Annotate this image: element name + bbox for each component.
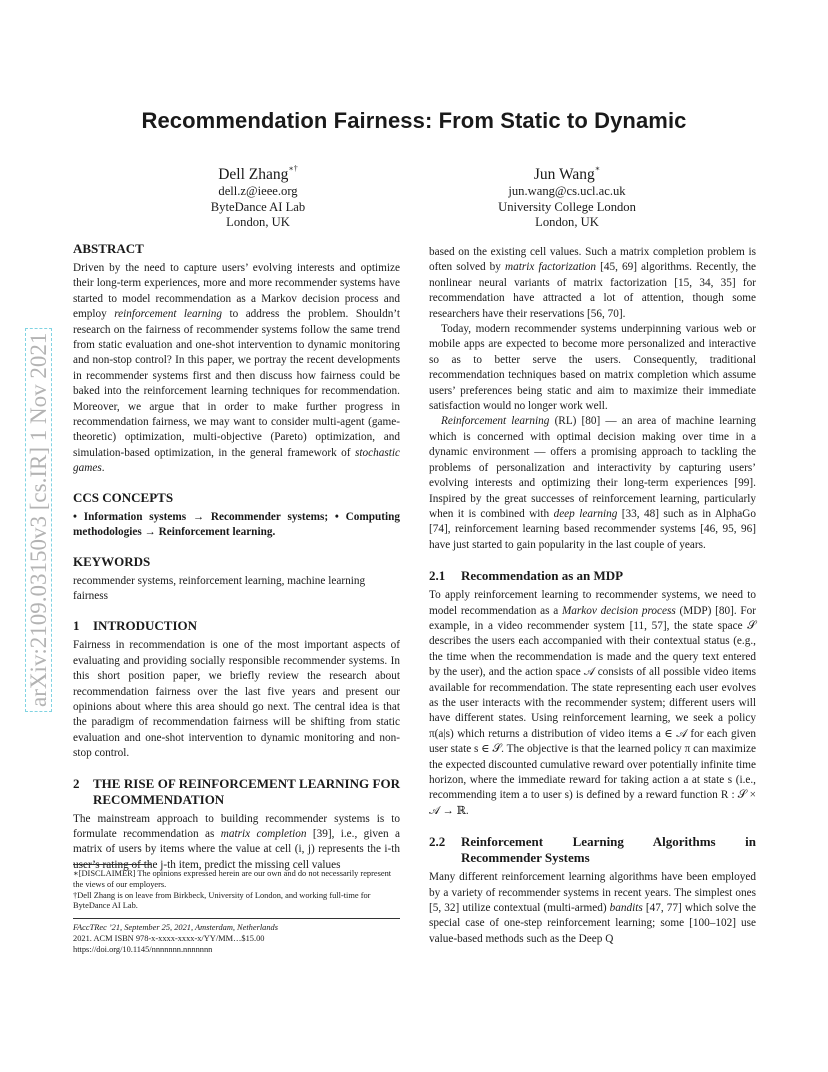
emphasis-matrix-factorization: matrix factorization <box>505 261 596 274</box>
ccs-text: • Information systems → Recommender systems; • Computing methodologies → Reinforcement learning. <box>73 510 400 539</box>
left-column <box>73 241 400 954</box>
section-2-1-text: To apply reinforcement learning to recommender systems, we need to model recommendation as a Markov decision process (MDP) [80]. For example, in a video recommender system [11, 57], the state space 𝒮 describes the users each accompanied with their contextual status (e.g., the time when the recommendation is made and the query text entered by the user), and the action space 𝒜 consists of all possible video items available for recommendation. The state representing each user evolves as the user interacts with the recommender system; different users will have different states. Using reinforcement learning, we seek a policy π(a|s) which returns a distribution of video items a ∈ 𝒜 for each given user state s ∈ 𝒮. The objective is that the learned policy π can maximize the expected discounted cumulative reward over potentially infinite time horizon, where the immediate reward for taking action a at state s (i.e., recommending item a to user s) is defined by a reward function R : 𝒮 × 𝒜 → ℝ. <box>429 589 756 817</box>
ccs-heading: CCS CONCEPTS <box>73 489 174 505</box>
author-name: Dell Zhang∗† <box>218 164 298 183</box>
section-2-para-2: Today, modern recommender systems underpinning various web or mobile apps are expected to become more personalized and interactive so as to better serve the users. Consequently, traditional recommendation techniques based on matrix completion which assume users’ preferences being static and aim to maximize their immediate satisfaction would no longer work well. <box>429 323 756 413</box>
footnotes <box>73 864 400 956</box>
abstract-text: Driven by the need to capture users’ evolving interests and optimize their long-term experiences, more and more recommender systems have started to model recommendation as a Markov decision process and employ reinforcement learning to address the problem. Shouldn’t research on the fairness of recommender systems follow the same trend from static evaluation and one-shot intervention to dynamic monitoring and non-stop control? In this paper, we portray the recent developments in recommender systems first and then discuss how fairness could be baked into the reinforcement learning techniques for recommendation. Moreover, we argue that in order to make further progress in recommendation fairness, we may want to consider multi-agent (game-theoretic) optimization, multi-objective (Pareto) optimization, and simulation-based optimization, in the general framework of stochastic games. <box>73 262 400 475</box>
section-1-text: Fairness in recommendation is one of the most important aspects of evaluating and providing socially responsible recommender systems. In this short position paper, we briefly review the research about recommendation fairness over the last five years and present our opinions about where this area should go next. The central idea is that the paradigm of recommendation fairness will be shifting from static evaluation and one-shot intervention to dynamic monitoring and non-stop control. <box>73 639 400 760</box>
section-2-para-1: The mainstream approach to building recommender systems is to formulate recommendation as matrix completion [39], i.e., given a matrix of users by items where the value at cell (i, j) represents the i-th user’s rating of the j-th item, predict the missing cell values <box>73 812 400 871</box>
section-2-1-heading: 2.1 Recommendation as an MDP <box>429 568 624 584</box>
section-2-heading: 2 THE RISE OF REINFORCEMENT LEARNING FOR RECOMMENDATION <box>73 775 400 807</box>
author-name: Jun Wang∗ <box>533 164 601 183</box>
author-block-2 <box>417 165 717 231</box>
author-location: London, UK <box>535 215 599 229</box>
keywords-text: recommender systems, reinforcement learning, machine learning fairness <box>73 574 366 602</box>
section-2-para-1-cont: based on the existing cell values. Such a matrix completion problem is often solved by matrix factorization [45, 69] algorithms. Recently, the nonlinear neural variants of matrix factorization [15, 34, 35] for recommendation have attracted a lot of attention, though some researchers have their reservations [56, 70]. <box>429 246 756 320</box>
footnote-rule <box>73 864 151 865</box>
paper-title: Recommendation Fairness: From Static to Dynamic <box>141 108 687 133</box>
author-affiliation: University College London <box>498 199 636 214</box>
footnote-2: †Dell Zhang is on leave from Birkbeck, University of London, and working full-time for ByteDance AI Lab. <box>73 890 371 911</box>
keywords-heading: KEYWORDS <box>73 553 151 569</box>
author-email: jun.wang@cs.ucl.ac.uk <box>508 184 626 198</box>
author-affiliation: ByteDance AI Lab <box>210 199 306 214</box>
conference-doi: https://doi.org/10.1145/nnnnnnn.nnnnnnn <box>73 944 213 954</box>
conference-rule <box>73 918 400 919</box>
author-email: dell.z@ieee.org <box>218 184 298 198</box>
arxiv-id: arXiv:2109.03150v3 [cs.IR] 1 Nov 2021 <box>25 328 52 712</box>
footnote-1: ∗[DISCLAIMER] The opinions expressed herein are our own and do not necessarily represent the views of our employers. <box>73 869 392 889</box>
conference-isbn: 2021. ACM ISBN 978-x-xxxx-xxxx-x/YY/MM…$15.00 <box>73 933 265 943</box>
section-1-heading: 1 INTRODUCTION <box>73 618 198 634</box>
section-2-para-3: Reinforcement learning (RL) [80] — an area of machine learning which is concerned with optimal decision making over time in a dynamic environment — offers a promising approach to tackling the problems of personalization and interactivity by capturing users’ evolving interests and optimizing their long-term experiences [99]. Inspired by the great successes of reinforcement learning, particularly when it is combined with deep learning [33, 48] such as in AlphaGo [74], reinforcement learning based recommender systems [46, 95, 96] have just started to gain popularity in the last couple of years. <box>429 415 756 551</box>
conference-venue: FAccTRec ’21, September 25, 2021, Amsterdam, Netherlands <box>73 923 278 933</box>
abstract-heading: ABSTRACT <box>73 241 144 256</box>
section-2-2-heading: 2.2 Reinforcement Learning Algorithms in Recommender Systems <box>429 834 756 866</box>
author-block-1 <box>108 165 408 231</box>
section-2-2-text: Many different reinforcement learning algorithms have been employed by a variety of recommender systems in recent years. The simplest ones [5, 32] utilize contextual (multi-armed) bandits [47, 77] which solve the special case of one-step reinforcement learning; some [100–102] use value-based methods such as the Deep Q <box>429 871 756 945</box>
right-column <box>429 245 756 947</box>
author-location: London, UK <box>226 215 290 229</box>
